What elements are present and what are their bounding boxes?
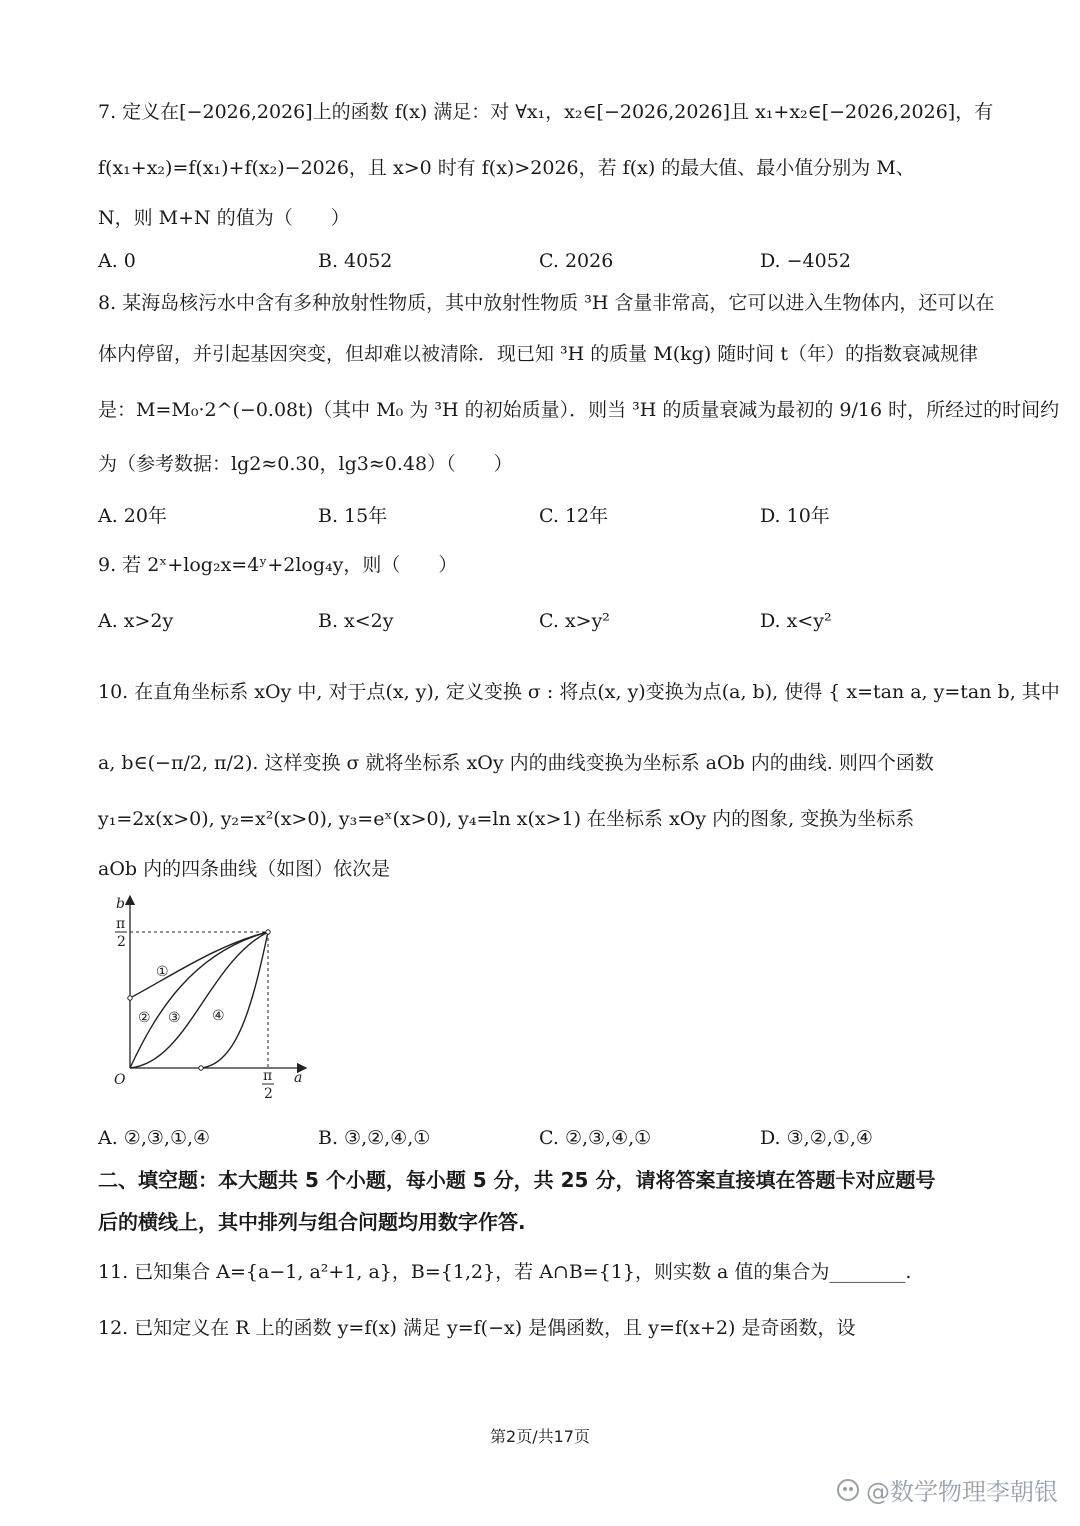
q10-graph: [98, 892, 318, 1102]
q10-line1: 10. 在直角坐标系 xOy 中, 对于点(x, y), 定义变换 σ : 将点(x, y)变换为点(a, b), 使得 { x=tan a, y=tan b, 其中: [98, 681, 1060, 703]
label-two-bottom: 2: [264, 1086, 273, 1102]
q8-line2: 体内停留，并引起基因突变，但却难以被清除．现已知 ³H 的质量 M(kg) 随时间 t（年）的指数衰减规律: [98, 343, 978, 365]
label-o: O: [114, 1072, 126, 1088]
q10-option-c: C. ②,③,④,①: [539, 1127, 652, 1149]
label-b: b: [116, 896, 125, 912]
point-corner: [266, 930, 270, 934]
watermark-logo-icon: [836, 1478, 860, 1502]
label-pi-left: π: [116, 916, 126, 932]
section2-line2: 后的横线上，其中排列与组合问题均用数字作答.: [98, 1210, 526, 1234]
curve-3: [130, 932, 268, 1068]
q10-figure: [98, 892, 318, 1106]
q7-option-d: D. −4052: [760, 250, 851, 272]
q7-line2: f(x₁+x₂)=f(x₁)+f(x₂)−2026，且 x>0 时有 f(x)>2026，若 f(x) 的最大值、最小值分别为 M、: [98, 157, 915, 179]
q11-line1: 11. 已知集合 A={a−1, a²+1, a}，B={1,2}，若 A∩B={1}，则实数 a 值的集合为________.: [98, 1261, 912, 1283]
point-b-intercept: [128, 996, 132, 1000]
q8-option-d: D. 10年: [760, 505, 830, 527]
q8-line4: 为（参考数据：lg2≈0.30，lg3≈0.48）（ ）: [98, 453, 513, 475]
q8-option-a: A. 20年: [98, 505, 167, 527]
q7-option-b: B. 4052: [318, 250, 393, 272]
point-a-intercept: [199, 1066, 203, 1070]
q8-line1: 8. 某海岛核污水中含有多种放射性物质，其中放射性物质 ³H 含量非常高，它可以进入生物体内，还可以在: [98, 292, 995, 314]
q7-option-c: C. 2026: [539, 250, 614, 272]
curve-label-3: ③: [168, 1010, 181, 1026]
curve-4: [201, 932, 268, 1068]
q8-line3: 是：M=M₀·2^(−0.08t)（其中 M₀ 为 ³H 的初始质量）．则当 ³H 的质量衰减为最初的 9/16 时，所经过的时间约: [98, 399, 1060, 421]
label-pi-bottom: π: [263, 1068, 273, 1084]
q12-line1: 12. 已知定义在 R 上的函数 y=f(x) 满足 y=f(−x) 是偶函数，且 y=f(x+2) 是奇函数，设: [98, 1317, 856, 1339]
q10-line4: aOb 内的四条曲线（如图）依次是: [98, 858, 391, 880]
watermark: [836, 1472, 1058, 1507]
page-footer: 第2页/共17页: [490, 1427, 590, 1446]
curve-2: [130, 932, 268, 1068]
curve-label-1: ①: [156, 964, 169, 980]
q10-line2: a, b∈(−π/2, π/2). 这样变换 σ 就将坐标系 xOy 内的曲线变换为坐标系 aOb 内的曲线. 则四个函数: [98, 752, 934, 774]
q9-line1: 9. 若 2ˣ+log₂x=4ʸ+2log₄y，则（ ）: [98, 554, 458, 576]
label-two-left: 2: [117, 934, 126, 950]
q9-option-b: B. x<2y: [318, 610, 394, 632]
curve-label-2: ②: [138, 1010, 151, 1026]
curve-1: [130, 932, 268, 998]
q8-option-b: B. 15年: [318, 505, 388, 527]
q7-line3: N，则 M+N 的值为（ ）: [98, 207, 350, 229]
watermark-text: @数学物理李朝银: [866, 1478, 1058, 1506]
q9-option-d: D. x<y²: [760, 610, 832, 632]
q10-option-d: D. ③,②,①,④: [760, 1127, 873, 1149]
curve-label-4: ④: [212, 1008, 225, 1024]
label-a: a: [294, 1070, 303, 1086]
q9-option-a: A. x>2y: [98, 610, 174, 632]
section2-line1: 二、填空题：本大题共 5 个小题，每小题 5 分，共 25 分，请将答案直接填在答题卡对应题号: [98, 1168, 936, 1192]
q10-option-b: B. ③,②,④,①: [318, 1127, 431, 1149]
q8-option-c: C. 12年: [539, 505, 609, 527]
q9-option-c: C. x>y²: [539, 610, 610, 632]
q10-line3: y₁=2x(x>0), y₂=x²(x>0), y₃=eˣ(x>0), y₄=ln x(x>1) 在坐标系 xOy 内的图象, 变换为坐标系: [98, 808, 915, 830]
q10-option-a: A. ②,③,①,④: [98, 1127, 211, 1149]
q7-line1: 7. 定义在[−2026,2026]上的函数 f(x) 满足：对 ∀x₁，x₂∈[−2026,2026]且 x₁+x₂∈[−2026,2026]，有: [98, 101, 994, 123]
q7-option-a: A. 0: [98, 250, 136, 272]
